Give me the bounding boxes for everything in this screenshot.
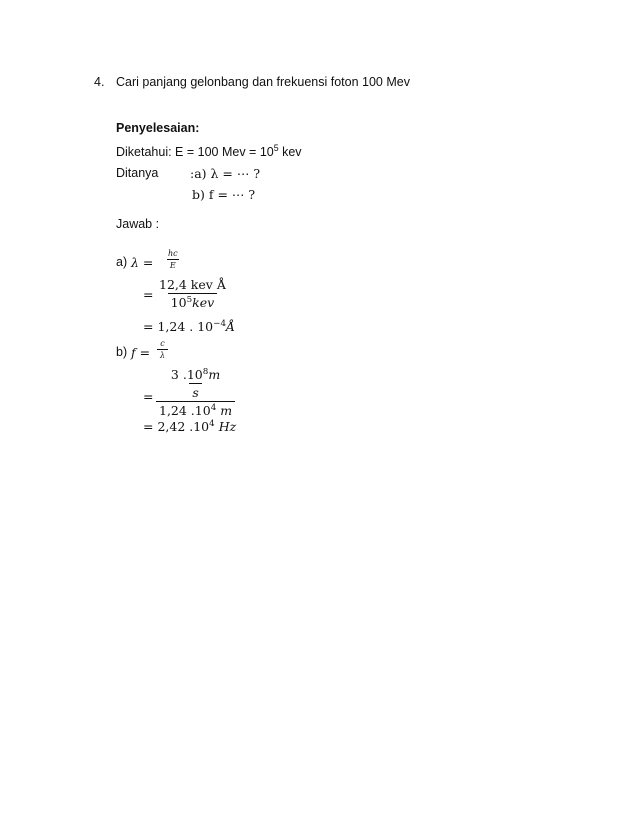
asked-a: :a) λ = ⋯ ? <box>190 166 261 181</box>
part-a-label: a) <box>116 255 128 269</box>
question-text: Cari panjang gelonbang dan frekuensi foton 100 Mev <box>116 75 410 89</box>
part-b-result-unit: Hz <box>214 419 237 434</box>
part-a-fraction-2 <box>156 277 229 310</box>
part-a-result-unit: Å <box>226 319 236 334</box>
known-suffix: kev <box>278 145 302 159</box>
known-line <box>116 142 302 159</box>
part-b-inner-num-unit: m <box>208 367 221 382</box>
part-a-eq-2: = <box>143 287 154 302</box>
part-a-fraction-1 <box>165 249 181 270</box>
asked-label: Ditanya <box>116 166 159 180</box>
part-a-result <box>143 319 235 334</box>
part-b-frac2-den-base: 1,24 .10 <box>159 403 211 418</box>
part-b-inner-num-exp: 8 <box>202 366 209 377</box>
part-b-frac2-numerator <box>165 367 226 401</box>
answer-label: Jawab : <box>116 217 160 231</box>
question-number: 4. <box>94 75 105 89</box>
part-b-inner-denominator: s <box>189 383 201 400</box>
part-b-fraction-2 <box>156 367 235 418</box>
part-b-inner-num-base: 3 .10 <box>170 367 203 382</box>
part-a-frac2-denominator <box>168 293 218 310</box>
solution-heading: Penyelesaian: <box>116 121 200 135</box>
part-b-frac2-den-exp: 4 <box>210 402 217 413</box>
part-a-frac2-den-unit: kev <box>192 295 215 310</box>
part-b-result-exp: 4 <box>209 418 215 429</box>
part-b-frac1-numerator: c <box>160 339 165 348</box>
part-a-result-prefix: = 1,24 . 10 <box>143 319 214 334</box>
known-exponent: 5 <box>273 142 279 153</box>
part-a-frac2-numerator: 12,4 kev Å <box>159 277 226 292</box>
part-a-frac1-numerator: hc <box>168 249 178 258</box>
part-a-result-exp: −4 <box>213 318 227 329</box>
part-a-frac1-denominator: E <box>167 259 179 270</box>
part-b-frac2-den-unit: m <box>216 403 233 418</box>
known-prefix: Diketahui: E = 100 Mev = 10 <box>116 145 274 159</box>
part-b-result <box>143 419 236 434</box>
part-b-frac2-denominator <box>156 401 235 418</box>
asked-b: b) f = ⋯ ? <box>192 187 256 202</box>
part-b-result-prefix: = 2,42 .10 <box>143 419 210 434</box>
part-b-label: b) <box>116 345 128 359</box>
part-b-inner-numerator <box>168 367 223 383</box>
part-b-fraction-1 <box>157 339 168 360</box>
part-a-lhs: λ = <box>131 255 154 270</box>
part-b-frac1-denominator: λ <box>157 349 168 360</box>
part-b-lhs: f = <box>131 345 151 360</box>
part-a-frac2-den-base: 10 <box>170 295 187 310</box>
part-a-frac2-den-exp: 5 <box>186 294 193 305</box>
part-b-eq-2: = <box>143 389 154 404</box>
